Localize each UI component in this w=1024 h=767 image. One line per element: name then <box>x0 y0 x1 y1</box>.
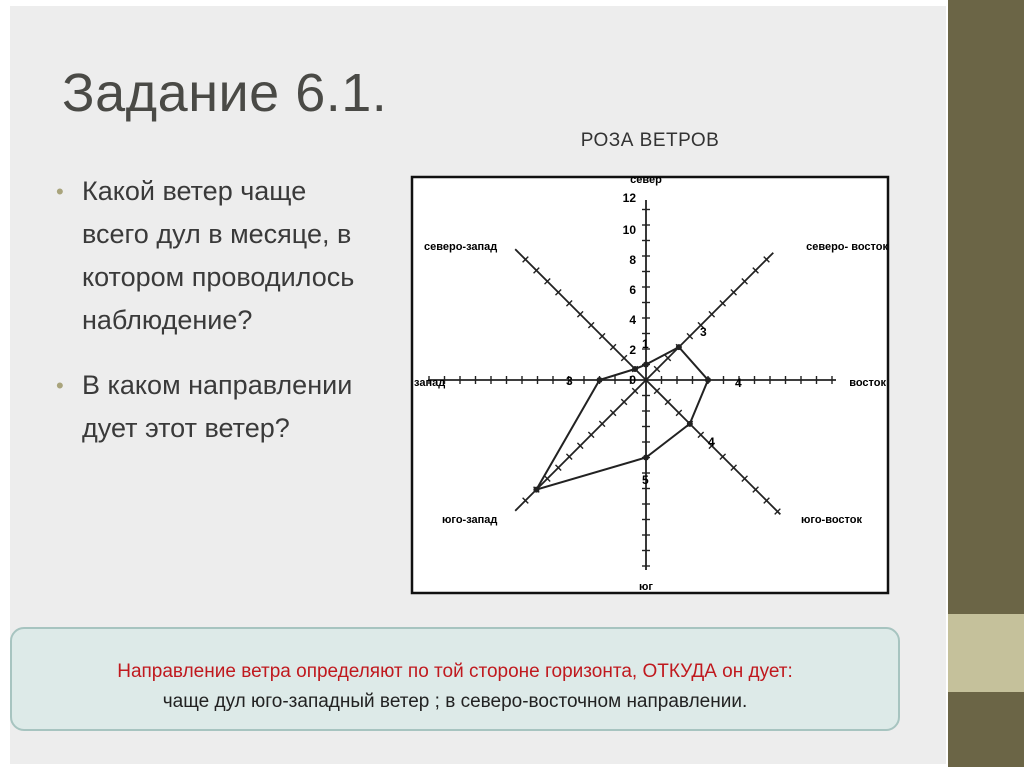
diagram-caption: РОЗА ВЕТРОВ <box>580 130 720 151</box>
question-text-2: В каком направлении дует этот ветер? <box>82 370 353 443</box>
bullet-icon: • <box>56 179 64 204</box>
direction-label-southwest: юго-запад <box>442 514 498 526</box>
wind-point-southwest <box>533 487 539 493</box>
scale-label-0: 0 <box>629 373 636 387</box>
wind-point-south <box>643 455 649 461</box>
direction-label-east: восток <box>849 377 886 389</box>
wind-point-north <box>643 362 649 368</box>
direction-label-west: запад <box>414 377 446 389</box>
wind-point-east <box>705 377 711 383</box>
question-item-2 <box>56 364 376 450</box>
scale-label-10: 10 <box>622 223 636 237</box>
wind-rose-diagram <box>410 168 892 596</box>
direction-label-northwest: северо-запад <box>424 241 498 253</box>
point-label-south: 5 <box>642 473 649 487</box>
wind-point-northwest <box>632 366 638 372</box>
wind-point-southeast <box>687 421 693 427</box>
question-item-1 <box>56 170 376 342</box>
point-label-southeast: 4 <box>708 435 715 449</box>
scale-label-8: 8 <box>629 253 636 267</box>
scale-label-4: 4 <box>629 313 636 327</box>
direction-label-northeast: северо- восток <box>806 241 888 253</box>
slide-title: Задание 6.1. <box>62 63 388 123</box>
scale-label-6: 6 <box>629 283 636 297</box>
direction-label-north: север <box>630 174 662 186</box>
question-text-1: Какой ветер чаще всего дул в месяце, в котором проводилось наблюдение? <box>82 176 355 335</box>
direction-label-southeast: юго-восток <box>801 514 862 526</box>
point-label-north: 1 <box>642 337 649 351</box>
sidebar-decoration-bottom <box>948 692 1024 767</box>
bullet-icon: • <box>56 373 64 398</box>
scale-label-2: 2 <box>629 343 636 357</box>
answer-box <box>10 627 900 731</box>
direction-label-south: юг <box>639 581 653 593</box>
sidebar-decoration-top <box>948 0 1024 614</box>
point-label-east: 4 <box>735 376 742 390</box>
wind-point-west <box>597 377 603 383</box>
point-label-west: 3 <box>566 374 573 388</box>
wind-point-northeast <box>676 344 682 350</box>
point-label-northeast: 3 <box>700 325 707 339</box>
question-list <box>56 170 376 450</box>
sidebar-decoration-accent <box>948 614 1024 692</box>
answer-line-1: Направление ветра определяют по той стороне горизонта, ОТКУДА он дует: <box>117 661 793 682</box>
answer-line-2: чаще дул юго-западный ветер ; в северо-восточном направлении. <box>162 691 748 712</box>
scale-label-12: 12 <box>622 191 636 205</box>
